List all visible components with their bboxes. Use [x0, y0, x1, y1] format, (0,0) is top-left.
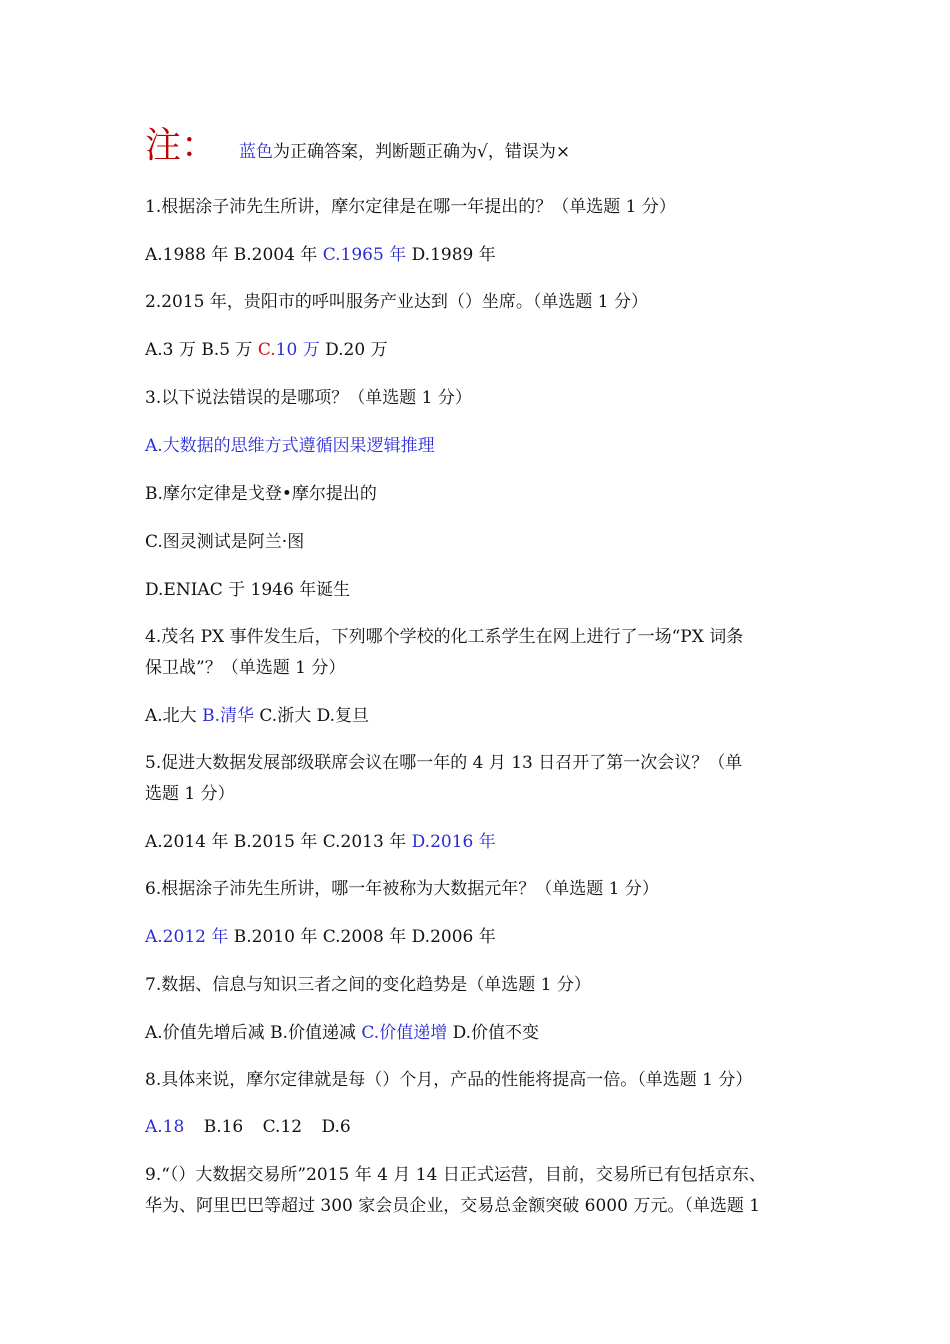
option-5a: A.2014 年 [145, 832, 229, 852]
option-8a: A.18 [145, 1117, 185, 1137]
question-9-line-1: 9.“（）大数据交易所”2015 年 4 月 14 日正式运营，目前，交易所已有包括京东、 [145, 1165, 766, 1185]
option-5c: C.2013 年 [322, 832, 407, 852]
question-4-line-2: 保卫战”？（单选题 1 分） [145, 658, 346, 678]
options-4 [145, 701, 369, 732]
option-8b: B.16 [203, 1117, 244, 1137]
option-6d: D.2006 年 [411, 927, 496, 947]
option-7a: A.价值先增后减 [145, 1023, 265, 1043]
option-2a: A.3 万 [145, 340, 196, 360]
option-3b: B.摩尔定律是戈登•摩尔提出的 [145, 484, 377, 504]
question-8: 8.具体来说，摩尔定律就是每（）个月，产品的性能将提高一倍。（单选题 1 分） [145, 1070, 753, 1090]
option-4a: A.北大 [145, 706, 197, 726]
option-3d: D.ENIAC 于 1946 年诞生 [145, 580, 351, 600]
option-4c: C.浙大 [259, 706, 312, 726]
option-2c-letter: C. [257, 340, 276, 360]
option-2c-text: 10 万 [275, 340, 320, 360]
option-8d: D.6 [321, 1117, 351, 1137]
option-1b: B.2004 年 [233, 245, 318, 265]
option-6a: A.2012 年 [145, 927, 229, 947]
note-mark: 注： [145, 125, 218, 166]
question-6: 6.根据涂子沛先生所讲，哪一年被称为大数据元年？（单选题 1 分） [145, 879, 659, 899]
question-5-line-2: 选题 1 分） [145, 784, 235, 804]
option-1c: C.1965 年 [322, 245, 407, 265]
options-8 [145, 1112, 351, 1143]
option-6b: B.2010 年 [233, 927, 318, 947]
option-5b: B.2015 年 [233, 832, 318, 852]
option-7d: D.价值不变 [452, 1023, 540, 1043]
option-4b: B.清华 [202, 706, 254, 726]
option-8c: C.12 [262, 1117, 303, 1137]
question-9-line-2: 华为、阿里巴巴等超过 300 家会员企业，交易总金额突破 6000 万元。（单选题 1 [145, 1196, 761, 1216]
option-3a: A.大数据的思维方式遵循因果逻辑推理 [145, 436, 435, 456]
question-4-line-1: 4.茂名 PX 事件发生后，下列哪个学校的化工系学生在网上进行了一场“PX 词条 [145, 627, 744, 647]
option-1d: D.1989 年 [411, 245, 496, 265]
note-text: 为正确答案，判断题正确为√，错误为× [273, 142, 571, 162]
option-5d: D.2016 年 [411, 832, 496, 852]
options-5 [145, 827, 496, 858]
question-3: 3.以下说法错误的是哪项？（单选题 1 分） [145, 388, 472, 408]
option-4d: D.复旦 [316, 706, 370, 726]
question-2: 2.2015 年，贵阳市的呼叫服务产业达到（）坐席。（单选题 1 分） [145, 292, 649, 312]
question-5-line-1: 5.促进大数据发展部级联席会议在哪一年的 4 月 13 日召开了第一次会议？（单 [145, 753, 743, 773]
note-blue-word: 蓝色 [239, 142, 274, 162]
option-7b: B.价值递减 [270, 1023, 356, 1043]
option-1a: A.1988 年 [145, 245, 229, 265]
option-6c: C.2008 年 [322, 927, 407, 947]
question-1: 1.根据涂子沛先生所讲，摩尔定律是在哪一年提出的？（单选题 1 分） [145, 197, 676, 217]
option-3c: C.图灵测试是阿兰·图 [145, 532, 305, 552]
options-7 [145, 1018, 539, 1049]
note-line [145, 122, 570, 176]
options-2 [145, 335, 388, 366]
question-7: 7.数据、信息与知识三者之间的变化趋势是（单选题 1 分） [145, 975, 591, 995]
option-7c: C.价值递增 [361, 1023, 448, 1043]
options-6 [145, 922, 496, 953]
option-2b: B.5 万 [201, 340, 253, 360]
option-2d: D.20 万 [325, 340, 388, 360]
options-1 [145, 240, 496, 271]
